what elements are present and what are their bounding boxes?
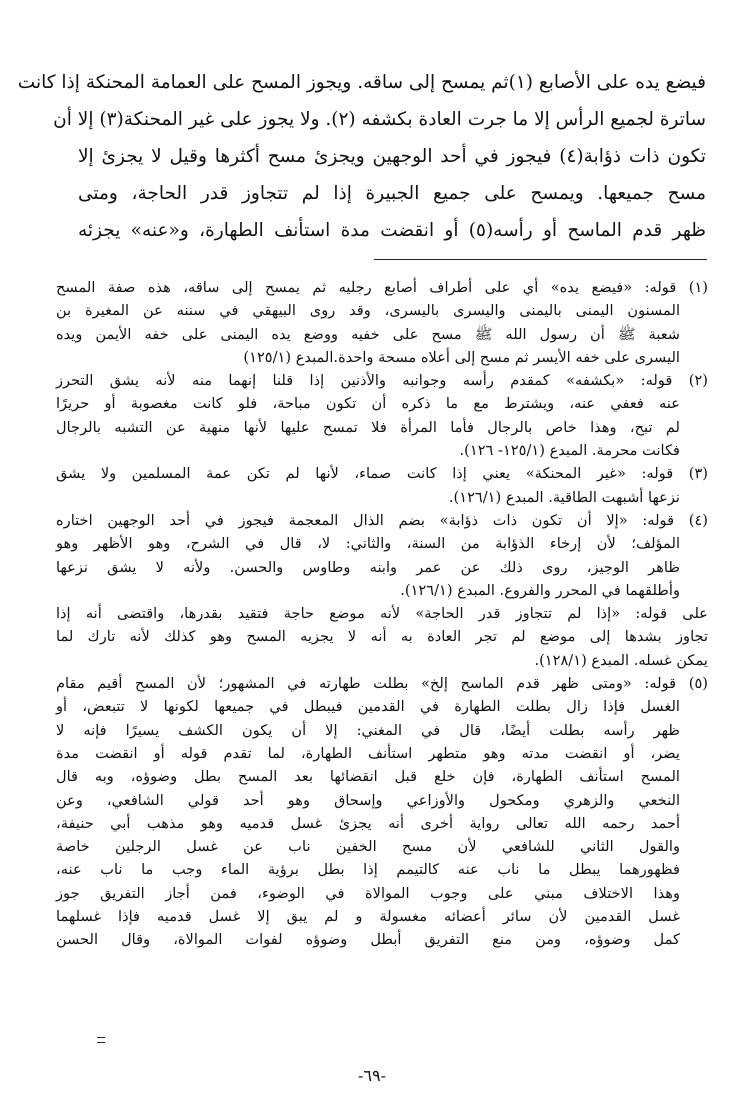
footnote-line: وأطلقهما في المحرر والفروع. المبدع (١٢٦/١). (400, 581, 680, 599)
footnote-line: المسح استأنف الطهارة، فإن خلع قبل انقضائها بعد المسح بطل وضوؤه، وبه قال (56, 768, 680, 786)
footnote-line: تجاوز بشدها إلى موضع لم تجر العادة به أنه لا يجزيه المسح وهو كذلك لأنه تارك لما (56, 628, 708, 646)
footnote-line: يضر، أو انقضت مدته وهو متطهر استأنف الطهارة، لما تقدم قوله أو انقضت مدة (56, 744, 680, 762)
footnotes (56, 276, 708, 952)
page-number: -٦٩- (358, 1066, 386, 1085)
footnote-line: عنه فعفي عنه، ويشترط مع ما ذكره أن تكون مباحة، فلو كانت مغصوبة أو حريرًا (56, 395, 680, 413)
footnote-1 (56, 276, 708, 369)
footnote-line: (٣) قوله: «غير المحنكة» يعني إذا كانت صماء، لأنها لم تكن عمة المسلمين ولا يشق (56, 465, 708, 483)
footnote-line: (٤) قوله: «إلا أن تكون ذات ذؤابة» بضم الذال المعجمة فيجوز في أحد الوجهين اختاره (56, 511, 708, 529)
footnote-line: ظاهر الوجيز، روى ذلك عن عمر وابنه وطاوس والحسن. ولأنه لا يشق نزعها (56, 558, 680, 576)
footnote-line: والقول الثاني للشافعي لأن مسح الخفين ناب عن غسل الرجلين خاصة (56, 838, 680, 856)
footnote-line: لم تبح، وهذا خاص بالرجال فأما المرأة فلا تمسح عليها لأنها منهية عن التشبه بالرجال (56, 418, 680, 436)
footnote-line: غسل القدمين لأن سائر أعضائه مغسولة و لم يبق إلا غسل قدميه فإذا غسلهما (56, 908, 680, 926)
footnote-2 (56, 369, 708, 462)
footnote-line: اليسرى على خفه الأيسر ثم مسح إلى أعلاه مسحة واحدة.المبدع (١٢٥/١) (243, 348, 680, 366)
footnote-line: وهذا الاختلاف مبني على وجوب الموالاة في الوضوء، فمن أجاز التفريق جوز (56, 884, 680, 902)
footnote-line: نزعها أشبهت الطاقية. المبدع (١٢٦/١). (448, 488, 680, 506)
main-text-line: ساترة لجميع الرأس إلا ما جرت العادة بكشفه (٢). ولا يجوز على غير المحنكة(٣) إلا أن (53, 109, 706, 130)
main-text-line: تكون ذات ذؤابة(٤) فيجوز في أحد الوجهين ويجزئ مسح أكثرها وقيل لا يجزئ إلا (78, 146, 706, 167)
footnote-line: أحمد رحمه الله تعالى رواية أخرى أنه يجزئ غسل قدميه وهو مذهب أبي حنيفة، (56, 814, 680, 832)
footnote-commentary (56, 602, 708, 672)
continuation-mark (97, 1037, 105, 1043)
main-text-line: ظهر قدم الماسح أو رأسه(٥) أو انقضت مدة استأنف الطهارة، و«عنه» يجزئه (78, 220, 706, 241)
footnote-3 (56, 462, 708, 509)
footnote-4 (56, 509, 708, 602)
footnote-line: (١) قوله: «فيضع يده» أي على أطراف أصابع رجليه ثم يمسح إلى ساقه، هذه صفة المسح (56, 279, 708, 296)
footnote-separator (374, 259, 707, 260)
footnote-line: فظهورهما يبطل ما ناب عنه كالتيمم إذا بطل برؤية الماء وجب ما ناب عنه، (56, 861, 680, 879)
footnote-5 (56, 672, 708, 952)
footnote-line: المؤلف؛ لأن إرخاء الذؤابة من السنة، والثاني: لا، قال في الشرح، وهو الأظهر وهو (56, 535, 680, 553)
main-text-line: مسح جميعها. ويمسح على جميع الجبيرة إذا لم تتجاوز قدر الحاجة، ومتى (78, 183, 706, 204)
footnote-line: ظهر رأسه بطلت أيضًا، قال في المغني: إلا أن يكون الكشف يسيرًا فإنه لا (56, 721, 680, 739)
footnote-line: كمل وضوؤه، ومن منع التفريق أبطل وضوؤه لفوات الموالاة، وقال الحسن (56, 931, 680, 949)
main-text-line: فيضع يده على الأصابع (١)ثم يمسح إلى ساقه. ويجوز المسح على العمامة المحنكة إذا كانت (17, 72, 706, 93)
footnote-line: (٢) قوله: «بكشفه» كمقدم رأسه وجوانبه والأذنين إذا قلنا إنهما منه لأنه يشق التحرز (56, 372, 708, 390)
main-text (17, 64, 706, 249)
footnote-line: على قوله: «إذا لم تتجاوز قدر الحاجة» لأنه موضع حاجة فتقيد بقدرها، واقتضى أنه إذا (56, 605, 708, 623)
footnote-line: الغسل فإذا زال بطلت الطهارة في القدمين فيبطل في جميعها لكونها لا تتبعض، أو (56, 698, 680, 716)
footnote-line: (٥) قوله: «ومتى ظهر قدم الماسح إلخ» بطلت طهارته في المشهور؛ لأن المسح أقيم مقام (56, 675, 708, 693)
footnote-line: يمكن غسله. المبدع (١٢٨/١). (534, 651, 708, 669)
footnote-line: شعبة ﷺ أن رسول الله ﷺ مسح على خفيه ووضع يده اليمنى على خفه الأيمن ويده (56, 325, 680, 343)
footnote-line: المسنون اليمنى باليمنى واليسرى باليسرى، وقد روى البيهقي في سننه عن المغيرة بن (56, 302, 680, 320)
footnote-line: النخعي والزهري ومكحول والأوزاعي وإسحاق وهو أحد قولي الشافعي، وعن (56, 791, 680, 809)
footnote-line: فكانت محرمة. المبدع (١٢٥/١- ١٢٦). (459, 442, 680, 460)
